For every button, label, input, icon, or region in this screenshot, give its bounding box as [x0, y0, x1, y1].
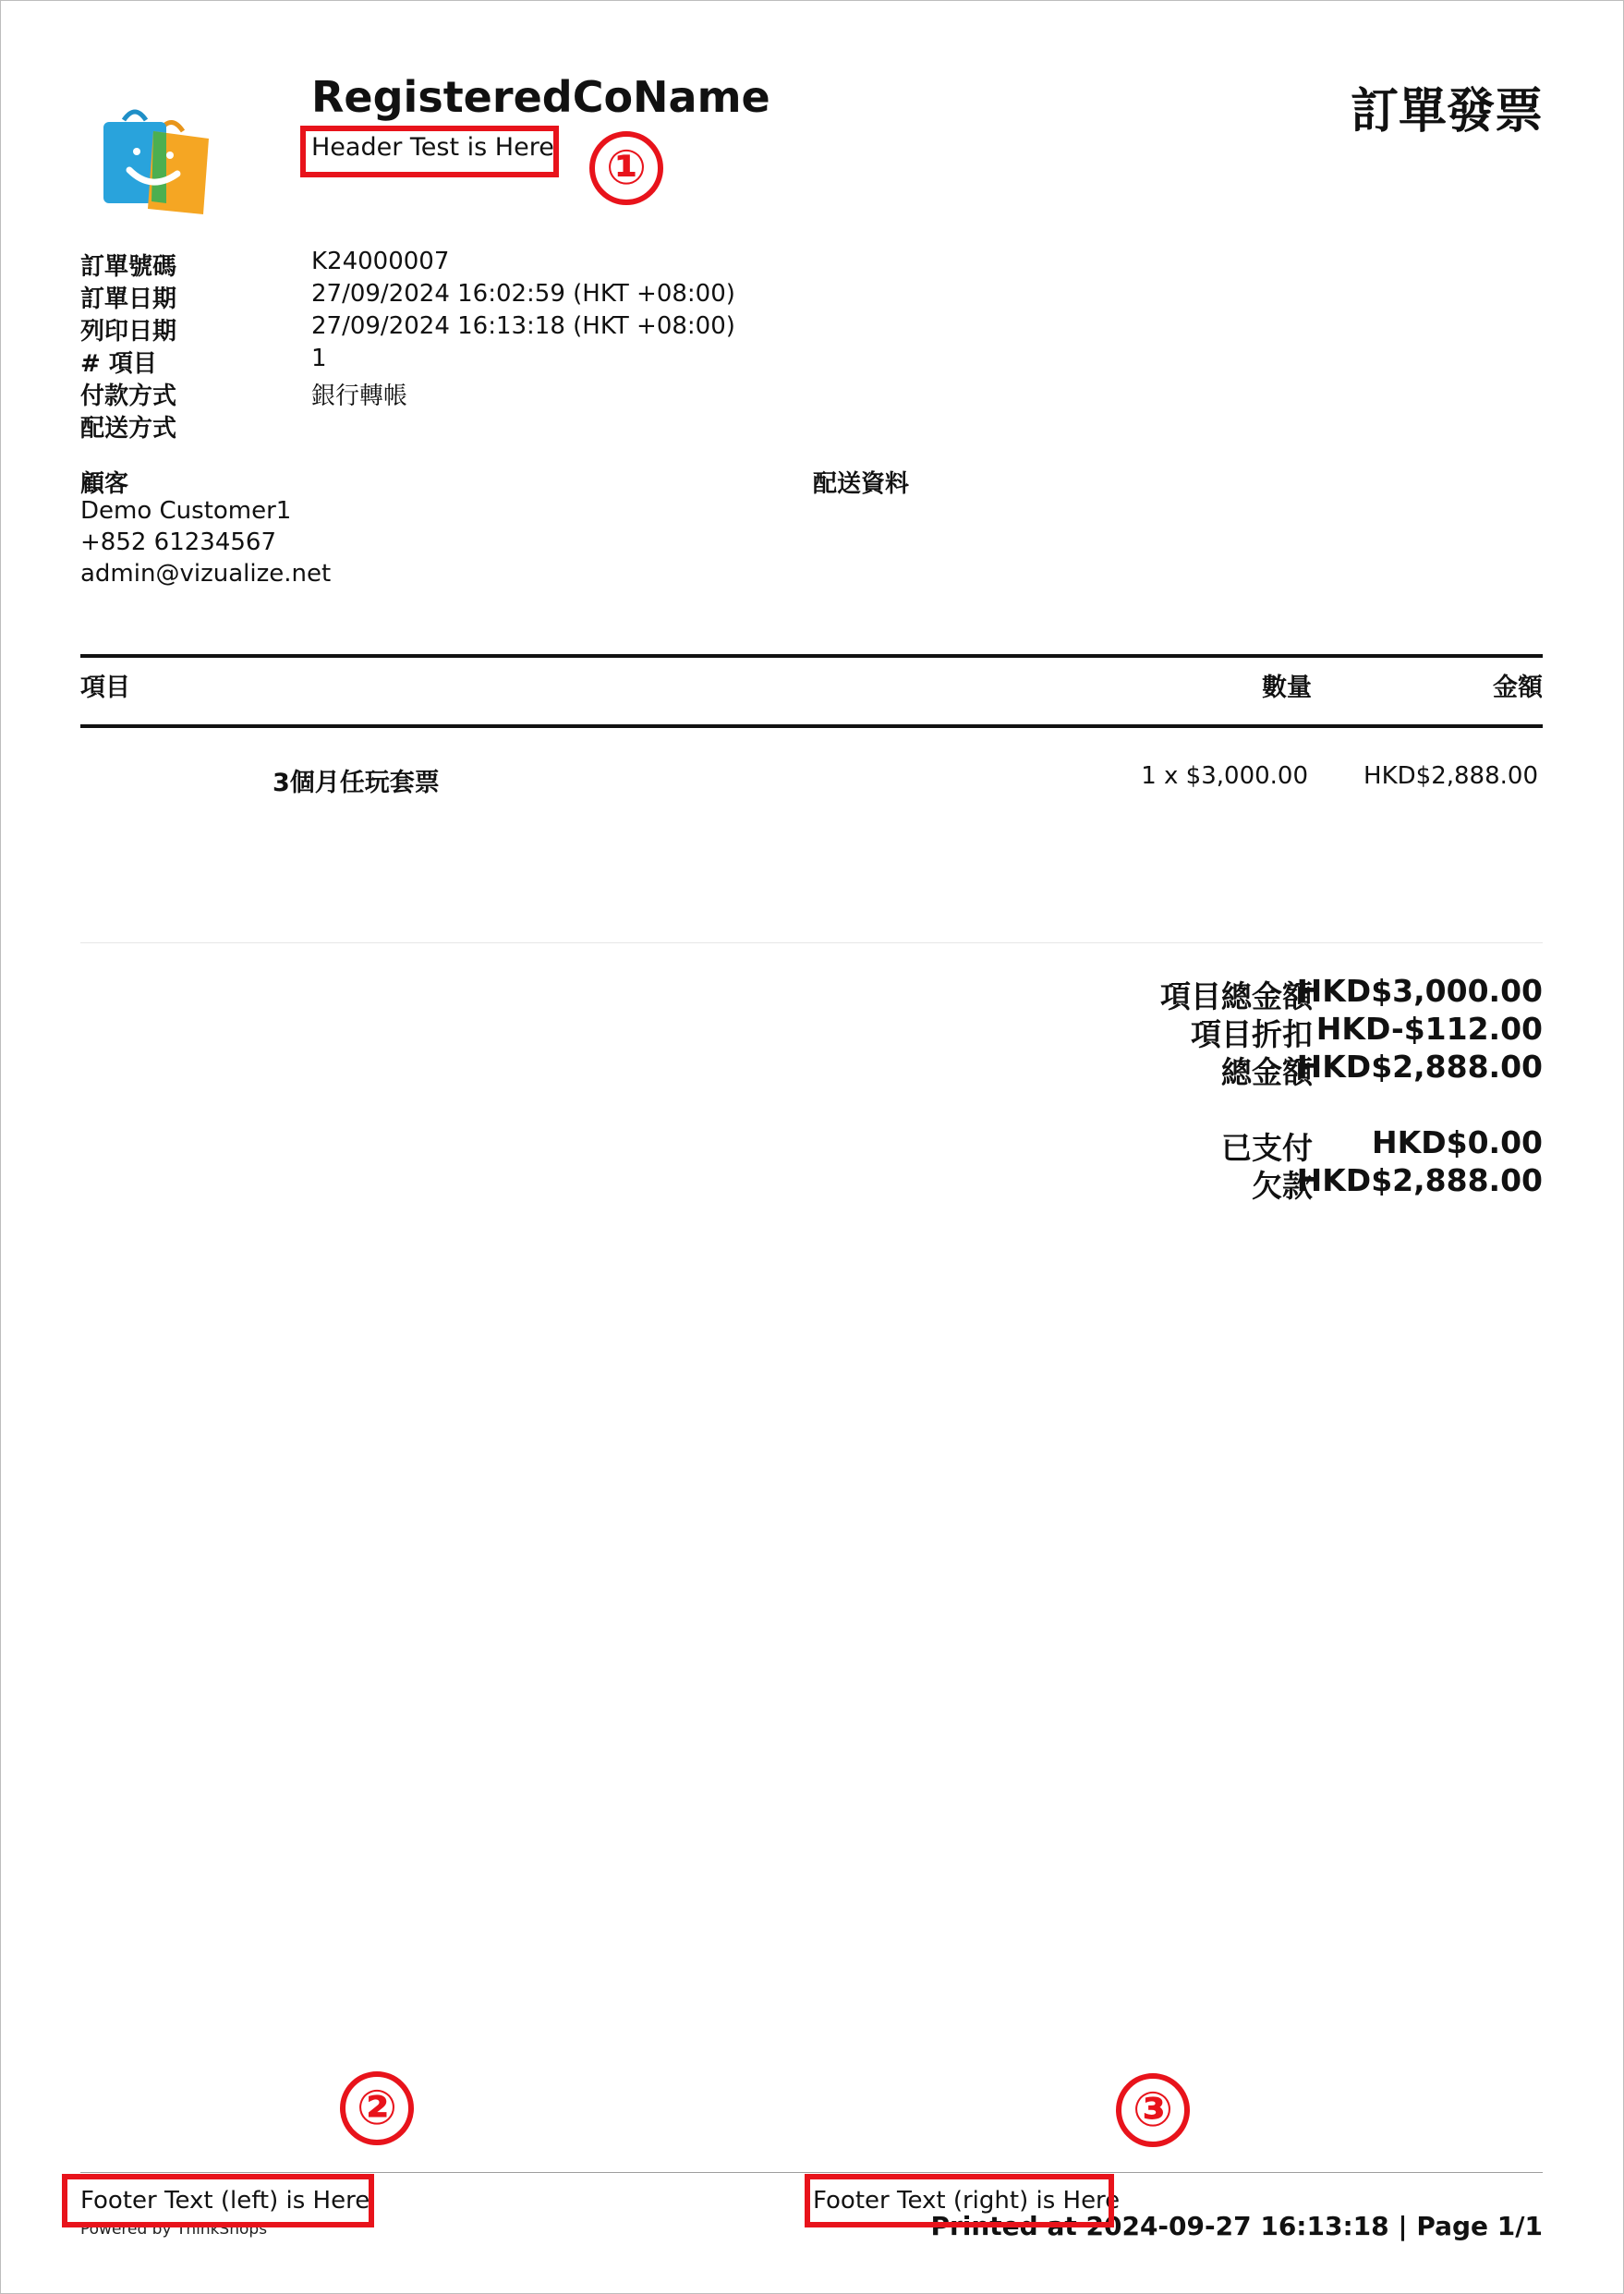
order-number-value: K24000007	[311, 248, 450, 275]
annotation-box-1	[300, 126, 559, 177]
discount-label: 項目折扣	[1191, 1016, 1313, 1052]
column-header-amount: 金額	[1493, 674, 1543, 702]
discount-value: HKD-$112.00	[1315, 1011, 1543, 1047]
payment-method-value: 銀行轉帳	[311, 382, 408, 410]
footer-right-text: Footer Text (right) is Here	[813, 2187, 1121, 2215]
item-name: 3個月任玩套票	[273, 769, 440, 797]
paid-label: 已支付	[1221, 1130, 1313, 1166]
annotation-marker-3: ③	[1116, 2073, 1190, 2147]
print-date-label: 列印日期	[80, 318, 177, 346]
order-date-value: 27/09/2024 16:02:59 (HKT +08:00)	[311, 280, 735, 308]
shopping-bags-logo-icon	[100, 100, 216, 216]
paid-value: HKD$0.00	[1372, 1124, 1543, 1160]
annotation-marker-2: ②	[340, 2071, 414, 2145]
table-top-rule	[80, 654, 1543, 658]
payment-method-label: 付款方式	[80, 382, 177, 410]
order-date-label: 訂單日期	[80, 285, 177, 313]
header-text: Header Test is Here	[311, 133, 554, 162]
customer-phone: +852 61234567	[80, 528, 277, 556]
document-title: 訂單發票	[1350, 84, 1543, 140]
print-date-value: 27/09/2024 16:13:18 (HKT +08:00)	[311, 312, 735, 340]
total-value: HKD$2,888.00	[1296, 1049, 1543, 1085]
customer-email: admin@vizualize.net	[80, 560, 332, 588]
item-count-label: # 項目	[80, 350, 157, 378]
shipping-method-label: 配送方式	[80, 415, 177, 443]
customer-label: 顧客	[80, 470, 129, 498]
powered-by-text: Powered by ThinkShops	[80, 2220, 268, 2239]
item-quantity: 1 x $3,000.00	[1141, 762, 1308, 790]
total-label: 總金額	[1221, 1054, 1313, 1090]
item-count-value: 1	[311, 345, 327, 372]
annotation-marker-1: ①	[589, 131, 663, 205]
column-header-qty: 數量	[1262, 674, 1312, 702]
subtotal-value: HKD$3,000.00	[1296, 973, 1543, 1009]
customer-name: Demo Customer1	[80, 497, 292, 525]
footer-left-text: Footer Text (left) is Here	[80, 2187, 370, 2215]
subtotal-label: 項目總金額	[1160, 978, 1313, 1014]
company-name: RegisteredCoName	[311, 72, 770, 122]
annotation-box-3	[805, 2174, 1114, 2227]
table-header-rule	[80, 724, 1543, 728]
footer-rule	[80, 2172, 1543, 2173]
item-amount: HKD$2,888.00	[1363, 762, 1538, 790]
column-header-item: 項目	[80, 674, 130, 702]
balance-due-value: HKD$2,888.00	[1296, 1162, 1543, 1198]
shipping-info-label: 配送資料	[813, 470, 910, 498]
annotation-box-2	[62, 2174, 374, 2227]
order-number-label: 訂單號碼	[80, 253, 177, 281]
printed-at-text: Printed at 2024-09-27 16:13:18 | Page 1/1	[930, 2211, 1543, 2241]
table-bottom-rule	[80, 942, 1543, 943]
balance-due-label: 欠款	[1252, 1168, 1313, 1204]
